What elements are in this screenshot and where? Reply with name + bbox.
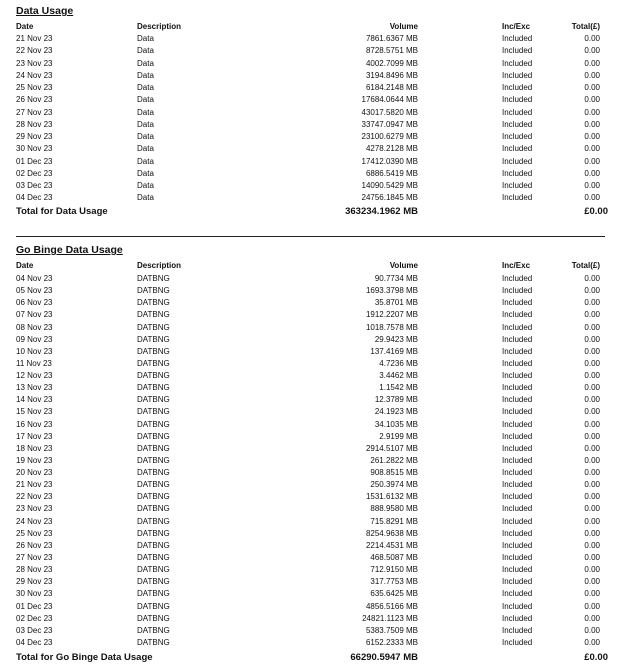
cell-volume: 1018.7578 MB: [365, 322, 418, 332]
cell-inc-exc: Included: [502, 58, 533, 68]
cell-volume: 4278.2128 MB: [365, 144, 418, 154]
cell-volume: 12.3789 MB: [374, 395, 418, 405]
cell-date: 03 Dec 23: [16, 625, 53, 635]
cell-inc-exc: Included: [502, 492, 533, 502]
total-label: Total for Go Binge Data Usage: [16, 652, 153, 663]
cell-inc-exc: Included: [502, 419, 533, 429]
cell-date: 14 Nov 23: [16, 395, 53, 405]
cell-date: 11 Nov 23: [16, 358, 52, 368]
cell-inc-exc: Included: [502, 322, 533, 332]
header-volume: Volume: [389, 261, 418, 270]
header-description: Description: [137, 261, 182, 270]
header-total: Total(£): [571, 22, 600, 31]
cell-volume: 24756.1845 MB: [361, 193, 418, 203]
cell-volume: 17412.0390 MB: [361, 156, 418, 166]
cell-volume: 1693.3798 MB: [365, 286, 418, 296]
cell-volume: 715.8291 MB: [370, 516, 418, 526]
cell-description: DATBNG: [137, 383, 170, 393]
cell-description: Data: [137, 95, 154, 105]
cell-inc-exc: Included: [502, 589, 533, 599]
cell-volume: 3.4462 MB: [379, 371, 418, 381]
cell-date: 25 Nov 23: [16, 83, 53, 92]
total-volume: 66290.5947 MB: [350, 652, 418, 663]
cell-total: 0.00: [584, 334, 600, 344]
cell-inc-exc: Included: [502, 371, 533, 381]
cell-date: 12 Nov 23: [16, 371, 53, 381]
cell-date: 02 Dec 23: [16, 613, 53, 623]
table-row: [16, 107, 608, 119]
cell-inc-exc: Included: [502, 431, 533, 441]
cell-volume: 14090.5429 MB: [361, 181, 418, 190]
cell-volume: 29.9423 MB: [374, 334, 418, 344]
total-amount: £0.00: [584, 652, 608, 663]
cell-inc-exc: Included: [502, 552, 533, 562]
cell-volume: 1531.6132 MB: [365, 492, 418, 502]
cell-description: Data: [137, 181, 154, 190]
cell-total: 0.00: [584, 625, 600, 635]
cell-total: 0.00: [584, 468, 600, 478]
cell-inc-exc: Included: [502, 119, 533, 129]
cell-description: DATBNG: [137, 504, 170, 514]
cell-volume: 24.1923 MB: [374, 407, 418, 417]
table-row: [16, 528, 608, 540]
cell-total: 0.00: [584, 144, 600, 154]
cell-volume: 24821.1123 MB: [362, 613, 418, 623]
cell-description: DATBNG: [137, 274, 170, 283]
cell-inc-exc: Included: [502, 310, 533, 320]
cell-description: DATBNG: [137, 455, 170, 465]
cell-description: DATBNG: [137, 395, 170, 405]
cell-description: Data: [137, 46, 154, 56]
cell-total: 0.00: [584, 431, 600, 441]
cell-volume: 43017.5820 MB: [361, 107, 418, 117]
cell-inc-exc: Included: [502, 107, 533, 117]
cell-inc-exc: Included: [502, 528, 533, 538]
table-row: [16, 552, 608, 564]
cell-inc-exc: Included: [502, 156, 533, 166]
cell-description: DATBNG: [137, 492, 170, 502]
cell-date: 04 Dec 23: [16, 637, 53, 647]
cell-date: 27 Nov 23: [16, 552, 53, 562]
table-row: [16, 143, 608, 155]
header-inc-exc: Inc/Exc: [502, 261, 531, 270]
cell-total: 0.00: [584, 395, 600, 405]
table-row: [16, 192, 608, 204]
cell-total: 0.00: [584, 613, 600, 623]
cell-description: DATBNG: [137, 601, 170, 611]
table-row: [16, 479, 608, 491]
cell-total: 0.00: [584, 637, 600, 647]
section-total-row: [16, 651, 608, 665]
header-date: Date: [16, 261, 34, 270]
cell-volume: 4002.7099 MB: [365, 58, 418, 68]
cell-description: Data: [137, 119, 154, 129]
cell-volume: 4.7236 MB: [379, 358, 418, 368]
cell-total: 0.00: [584, 298, 600, 308]
table-row: [16, 119, 608, 131]
cell-date: 04 Nov 23: [16, 274, 53, 283]
table-row: [16, 273, 608, 285]
cell-inc-exc: Included: [502, 625, 533, 635]
table-row: [16, 516, 608, 528]
cell-inc-exc: Included: [502, 395, 533, 405]
cell-description: DATBNG: [137, 552, 170, 562]
cell-total: 0.00: [584, 58, 600, 68]
cell-total: 0.00: [584, 565, 600, 575]
cell-volume: 250.3974 MB: [370, 480, 418, 490]
cell-description: Data: [137, 193, 154, 203]
cell-total: 0.00: [584, 322, 600, 332]
cell-total: 0.00: [584, 286, 600, 296]
cell-date: 29 Nov 23: [16, 132, 53, 141]
cell-total: 0.00: [584, 70, 600, 80]
cell-date: 16 Nov 23: [16, 419, 53, 429]
cell-description: DATBNG: [137, 637, 170, 647]
cell-date: 19 Nov 23: [16, 455, 53, 465]
cell-total: 0.00: [584, 407, 600, 417]
table-row: [16, 70, 608, 82]
cell-date: 08 Nov 23: [16, 322, 53, 332]
cell-inc-exc: Included: [502, 383, 533, 393]
cell-date: 02 Dec 23: [16, 168, 53, 178]
cell-volume: 17684.0644 MB: [361, 95, 418, 105]
cell-date: 25 Nov 23: [16, 528, 53, 538]
cell-date: 10 Nov 23: [16, 346, 53, 356]
cell-description: DATBNG: [137, 298, 170, 308]
cell-total: 0.00: [584, 34, 600, 43]
cell-total: 0.00: [584, 119, 600, 129]
cell-inc-exc: Included: [502, 95, 533, 105]
cell-description: DATBNG: [137, 322, 170, 332]
cell-description: Data: [137, 34, 154, 43]
table-header: [16, 260, 608, 272]
cell-date: 18 Nov 23: [16, 443, 53, 453]
cell-total: 0.00: [584, 181, 600, 190]
table-row: [16, 45, 608, 57]
cell-inc-exc: Included: [502, 468, 533, 478]
section-title: Data Usage: [16, 5, 74, 17]
cell-description: Data: [137, 70, 154, 80]
cell-total: 0.00: [584, 383, 600, 393]
cell-date: 28 Nov 23: [16, 119, 53, 129]
cell-total: 0.00: [584, 516, 600, 526]
cell-description: DATBNG: [137, 419, 170, 429]
cell-date: 30 Nov 23: [16, 589, 53, 599]
cell-date: 01 Dec 23: [16, 156, 53, 166]
cell-volume: 2.9199 MB: [379, 431, 418, 441]
cell-total: 0.00: [584, 46, 600, 56]
cell-inc-exc: Included: [502, 168, 533, 178]
table-row: [16, 576, 608, 588]
cell-volume: 6886.5419 MB: [365, 168, 418, 178]
cell-inc-exc: Included: [502, 274, 533, 283]
section-divider: [16, 236, 605, 237]
cell-description: DATBNG: [137, 516, 170, 526]
cell-inc-exc: Included: [502, 637, 533, 647]
cell-volume: 712.9150 MB: [370, 565, 418, 575]
table-row: [16, 394, 608, 406]
cell-inc-exc: Included: [502, 601, 533, 611]
cell-volume: 2214.4531 MB: [365, 540, 418, 550]
table-row: [16, 346, 608, 358]
cell-date: 26 Nov 23: [16, 540, 53, 550]
table-header: [16, 21, 608, 33]
cell-total: 0.00: [584, 455, 600, 465]
cell-volume: 4856.5166 MB: [365, 601, 418, 611]
cell-volume: 90.7734 MB: [374, 274, 418, 283]
cell-total: 0.00: [584, 132, 600, 141]
cell-total: 0.00: [584, 358, 600, 368]
cell-total: 0.00: [584, 107, 600, 117]
cell-volume: 33747.0947 MB: [361, 119, 418, 129]
cell-total: 0.00: [584, 310, 600, 320]
table-row: [16, 455, 608, 467]
table-row: [16, 382, 608, 394]
cell-inc-exc: Included: [502, 443, 533, 453]
header-description: Description: [137, 22, 182, 31]
cell-description: DATBNG: [137, 407, 170, 417]
cell-date: 20 Nov 23: [16, 468, 53, 478]
cell-volume: 23100.6279 MB: [361, 132, 418, 141]
cell-description: Data: [137, 83, 154, 92]
cell-inc-exc: Included: [502, 504, 533, 514]
table-row: [16, 431, 608, 443]
table-row: [16, 491, 608, 503]
cell-inc-exc: Included: [502, 540, 533, 550]
cell-description: DATBNG: [137, 565, 170, 575]
table-row: [16, 82, 608, 94]
cell-inc-exc: Included: [502, 565, 533, 575]
table-row: [16, 58, 608, 70]
cell-description: Data: [137, 107, 154, 117]
cell-inc-exc: Included: [502, 193, 533, 203]
table-row: [16, 131, 608, 143]
cell-volume: 34.1035 MB: [374, 419, 418, 429]
header-date: Date: [16, 22, 34, 31]
cell-volume: 1.1542 MB: [379, 383, 418, 393]
cell-date: 04 Dec 23: [16, 193, 53, 203]
cell-description: DATBNG: [137, 334, 170, 344]
cell-date: 03 Dec 23: [16, 181, 53, 190]
cell-inc-exc: Included: [502, 613, 533, 623]
cell-date: 27 Nov 23: [16, 107, 53, 117]
cell-volume: 888.9580 MB: [370, 504, 418, 514]
cell-date: 23 Nov 23: [16, 504, 53, 514]
cell-inc-exc: Included: [502, 144, 533, 154]
cell-description: DATBNG: [137, 480, 170, 490]
cell-inc-exc: Included: [502, 358, 533, 368]
cell-inc-exc: Included: [502, 83, 533, 92]
table-row: [16, 625, 608, 637]
cell-description: DATBNG: [137, 528, 170, 538]
cell-inc-exc: Included: [502, 516, 533, 526]
table-row: [16, 297, 608, 309]
cell-total: 0.00: [584, 95, 600, 105]
cell-description: DATBNG: [137, 346, 170, 356]
table-row: [16, 94, 608, 106]
cell-volume: 6152.2333 MB: [365, 637, 418, 647]
cell-date: 06 Nov 23: [16, 298, 53, 308]
cell-total: 0.00: [584, 168, 600, 178]
cell-total: 0.00: [584, 528, 600, 538]
cell-inc-exc: Included: [502, 70, 533, 80]
cell-description: DATBNG: [137, 577, 170, 587]
table-row: [16, 33, 608, 45]
section-title: Go Binge Data Usage: [16, 244, 123, 256]
cell-description: DATBNG: [137, 286, 170, 296]
table-row: [16, 156, 608, 168]
cell-inc-exc: Included: [502, 480, 533, 490]
cell-total: 0.00: [584, 492, 600, 502]
table-row: [16, 334, 608, 346]
cell-volume: 137.4169 MB: [370, 346, 418, 356]
cell-volume: 8254.9638 MB: [365, 528, 418, 538]
table-row: [16, 564, 608, 576]
cell-volume: 2914.5107 MB: [365, 443, 418, 453]
table-row: [16, 601, 608, 613]
cell-date: 22 Nov 23: [16, 46, 53, 56]
total-amount: £0.00: [584, 206, 608, 217]
table-row: [16, 613, 608, 625]
total-volume: 363234.1962 MB: [345, 206, 418, 217]
cell-inc-exc: Included: [502, 132, 533, 141]
table-row: [16, 419, 608, 431]
cell-volume: 3194.8496 MB: [365, 70, 418, 80]
cell-volume: 635.6425 MB: [370, 589, 418, 599]
cell-total: 0.00: [584, 480, 600, 490]
cell-volume: 261.2822 MB: [370, 455, 418, 465]
cell-total: 0.00: [584, 346, 600, 356]
total-label: Total for Data Usage: [16, 206, 108, 217]
header-volume: Volume: [389, 22, 418, 31]
cell-total: 0.00: [584, 601, 600, 611]
cell-volume: 1912.2207 MB: [365, 310, 418, 320]
cell-description: DATBNG: [137, 468, 170, 478]
cell-description: DATBNG: [137, 431, 170, 441]
cell-date: 26 Nov 23: [16, 95, 53, 105]
cell-volume: 5383.7509 MB: [365, 625, 418, 635]
table-row: [16, 406, 608, 418]
table-row: [16, 637, 608, 649]
section-total-row: [16, 205, 608, 219]
cell-date: 22 Nov 23: [16, 492, 53, 502]
table-row: [16, 168, 608, 180]
cell-date: 23 Nov 23: [16, 58, 53, 68]
cell-description: DATBNG: [137, 613, 170, 623]
cell-description: Data: [137, 156, 154, 166]
table-row: [16, 322, 608, 334]
cell-description: DATBNG: [137, 625, 170, 635]
cell-total: 0.00: [584, 504, 600, 514]
cell-volume: 7861.6367 MB: [365, 34, 418, 43]
cell-volume: 908.8515 MB: [370, 468, 418, 478]
cell-inc-exc: Included: [502, 346, 533, 356]
cell-date: 24 Nov 23: [16, 516, 53, 526]
cell-date: 15 Nov 23: [16, 407, 53, 417]
cell-date: 13 Nov 23: [16, 383, 53, 393]
cell-volume: 6184.2148 MB: [365, 83, 418, 92]
cell-volume: 468.5087 MB: [370, 552, 418, 562]
cell-inc-exc: Included: [502, 286, 533, 296]
cell-date: 30 Nov 23: [16, 144, 53, 154]
cell-total: 0.00: [584, 443, 600, 453]
cell-total: 0.00: [584, 577, 600, 587]
cell-date: 24 Nov 23: [16, 70, 53, 80]
cell-description: Data: [137, 144, 154, 154]
table-row: [16, 503, 608, 515]
table-row: [16, 588, 608, 600]
cell-date: 29 Nov 23: [16, 577, 53, 587]
cell-inc-exc: Included: [502, 34, 533, 43]
table-row: [16, 540, 608, 552]
cell-inc-exc: Included: [502, 298, 533, 308]
cell-volume: 35.8701 MB: [374, 298, 418, 308]
cell-total: 0.00: [584, 371, 600, 381]
cell-description: DATBNG: [137, 358, 170, 368]
table-row: [16, 285, 608, 297]
cell-inc-exc: Included: [502, 455, 533, 465]
cell-description: DATBNG: [137, 443, 170, 453]
cell-description: DATBNG: [137, 371, 170, 381]
cell-date: 05 Nov 23: [16, 286, 53, 296]
cell-description: DATBNG: [137, 310, 170, 320]
table-row: [16, 467, 608, 479]
cell-inc-exc: Included: [502, 407, 533, 417]
cell-date: 21 Nov 23: [16, 480, 53, 490]
cell-total: 0.00: [584, 589, 600, 599]
cell-total: 0.00: [584, 552, 600, 562]
cell-total: 0.00: [584, 274, 600, 283]
table-row: [16, 370, 608, 382]
cell-date: 07 Nov 23: [16, 310, 53, 320]
cell-inc-exc: Included: [502, 181, 533, 190]
cell-total: 0.00: [584, 156, 600, 166]
cell-volume: 317.7753 MB: [370, 577, 418, 587]
cell-total: 0.00: [584, 193, 600, 203]
cell-description: DATBNG: [137, 540, 170, 550]
cell-date: 01 Dec 23: [16, 601, 53, 611]
header-total: Total(£): [571, 261, 600, 270]
cell-description: Data: [137, 168, 154, 178]
header-inc-exc: Inc/Exc: [502, 22, 531, 31]
table-row: [16, 180, 608, 192]
cell-date: 28 Nov 23: [16, 565, 53, 575]
cell-total: 0.00: [584, 419, 600, 429]
table-row: [16, 443, 608, 455]
cell-inc-exc: Included: [502, 46, 533, 56]
cell-total: 0.00: [584, 83, 600, 92]
table-row: [16, 309, 608, 321]
cell-description: DATBNG: [137, 589, 170, 599]
cell-volume: 8728.5751 MB: [365, 46, 418, 56]
cell-date: 09 Nov 23: [16, 334, 53, 344]
cell-description: Data: [137, 58, 154, 68]
cell-inc-exc: Included: [502, 577, 533, 587]
cell-total: 0.00: [584, 540, 600, 550]
cell-inc-exc: Included: [502, 334, 533, 344]
cell-date: 17 Nov 23: [16, 431, 53, 441]
table-row: [16, 358, 608, 370]
cell-description: Data: [137, 132, 154, 141]
cell-date: 21 Nov 23: [16, 34, 53, 43]
